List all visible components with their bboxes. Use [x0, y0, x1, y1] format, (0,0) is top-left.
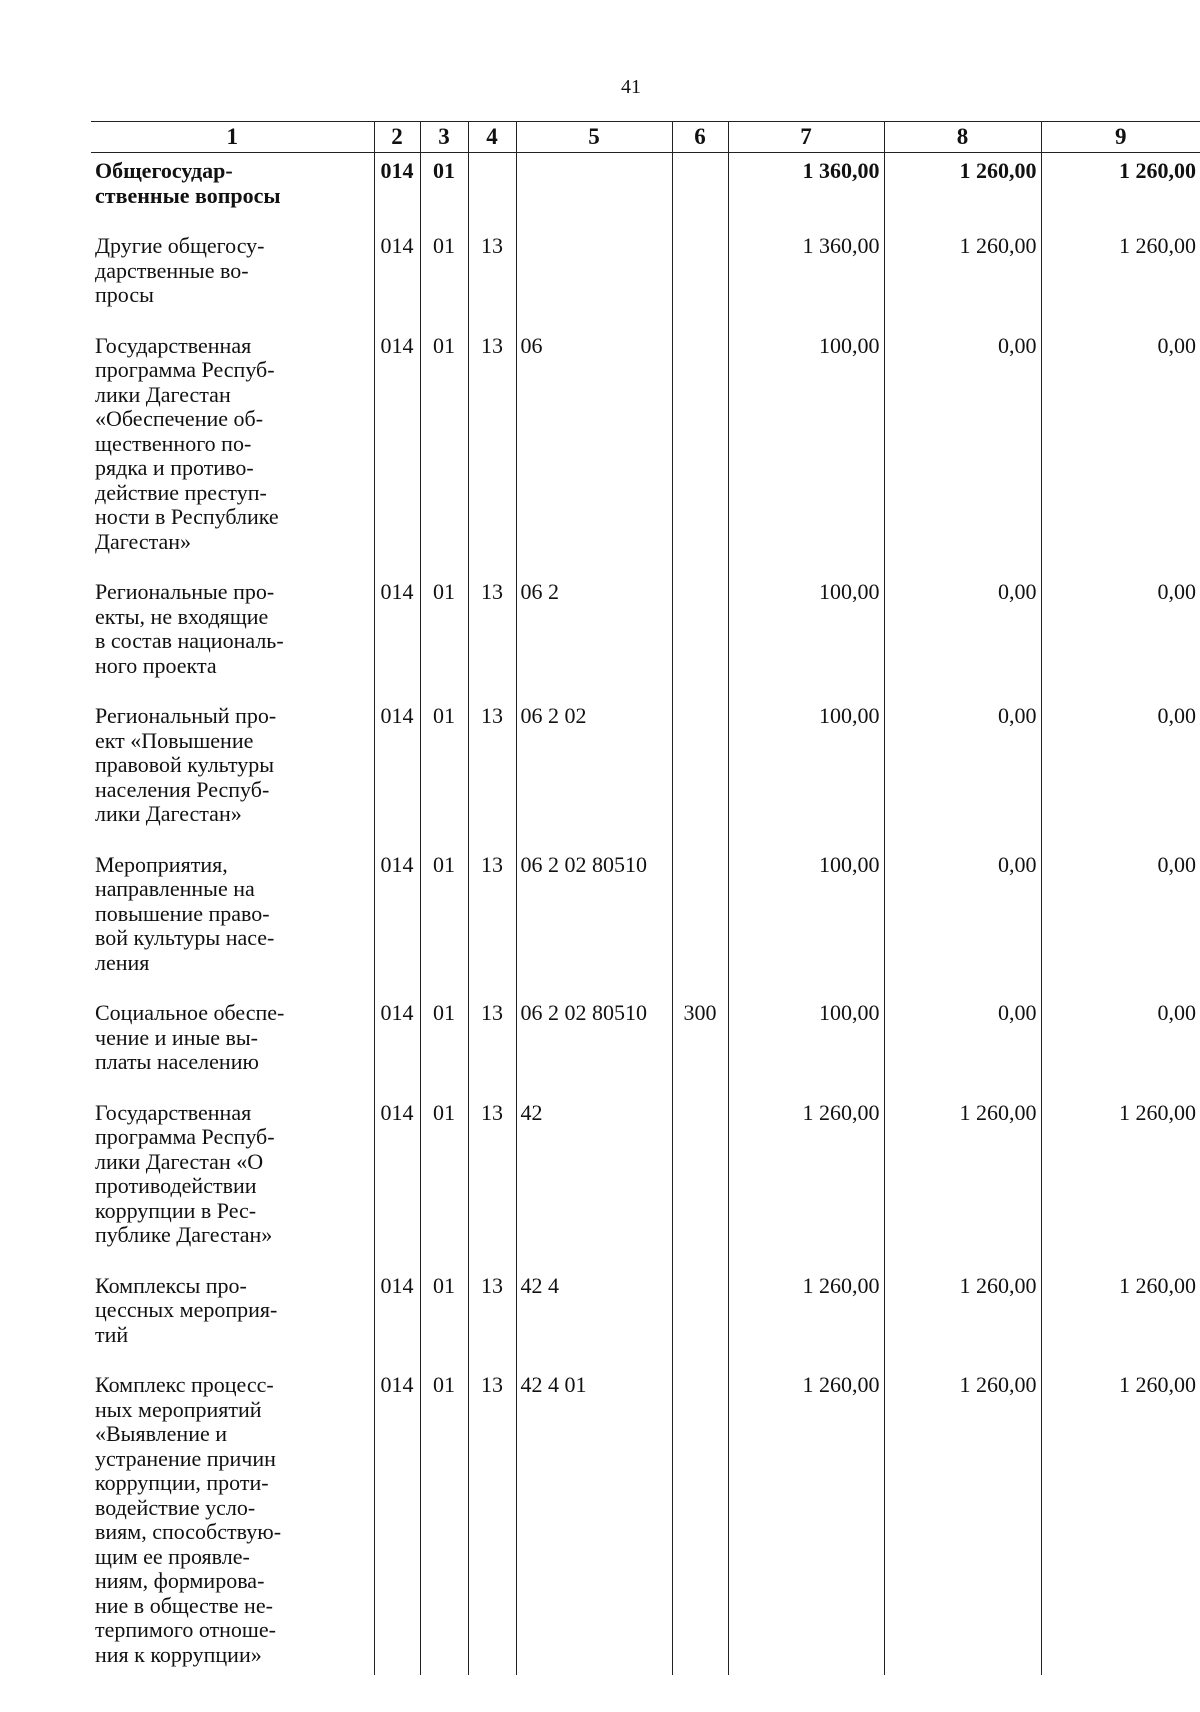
amount-col-8: 0,00 — [884, 698, 1041, 847]
row-name: Государственная программа Респуб- лики Дагестан «Обеспечение об- щественного по- рядка и противо- действие преступ- ности в Республике Дагестан» — [95, 332, 279, 554]
amount-col-8: 1 260,00 — [884, 228, 1041, 328]
amount-col-8: 1 260,00 — [884, 1367, 1041, 1675]
code-section: 01 — [420, 1268, 468, 1368]
amount-col-9: 1 260,00 — [1041, 1367, 1200, 1675]
row-name: Мероприятия, направленные на повышение право- вой культуры насе- ления — [95, 851, 275, 975]
table-row — [91, 1095, 1200, 1268]
amount-col-7: 100,00 — [728, 698, 884, 847]
amount-col-7: 100,00 — [728, 328, 884, 575]
amount-col-9: 0,00 — [1041, 574, 1200, 698]
column-header: 6 — [672, 122, 728, 153]
code-section: 01 — [420, 574, 468, 698]
code-target-article: 42 — [516, 1095, 672, 1268]
code-target-article: 06 2 02 — [516, 698, 672, 847]
amount-col-9: 1 260,00 — [1041, 1268, 1200, 1368]
code-target-article: 06 2 02 80510 — [516, 847, 672, 996]
table-body — [91, 153, 1200, 1676]
code-expense-type — [672, 153, 728, 229]
code-ministry: 014 — [374, 1268, 420, 1368]
row-name: Комплекс процесс- ных мероприятий «Выявление и устранение причин коррупции, проти- водействие усло- виям, способствую- щим ее проявле- ниям, формирова- ние в обществе не- терпимого отноше- ния к коррупции» — [95, 1372, 282, 1667]
code-subsection: 13 — [468, 574, 516, 698]
code-ministry: 014 — [374, 995, 420, 1095]
column-header: 3 — [420, 122, 468, 153]
code-ministry: 014 — [374, 847, 420, 996]
table-row — [91, 574, 1200, 698]
code-expense-type — [672, 574, 728, 698]
code-ministry: 014 — [374, 228, 420, 328]
code-subsection: 13 — [468, 698, 516, 847]
table-row — [91, 328, 1200, 575]
row-name: Социальное обеспе- чение и иные вы- платы населению — [95, 1000, 285, 1074]
code-section: 01 — [420, 995, 468, 1095]
code-expense-type — [672, 1367, 728, 1675]
table-row — [91, 1268, 1200, 1368]
column-header: 4 — [468, 122, 516, 153]
code-target-article: 42 4 — [516, 1268, 672, 1368]
row-name: Региональный про- ект «Повышение правовой культуры населения Респуб- лики Дагестан» — [95, 703, 277, 826]
code-target-article: 42 4 01 — [516, 1367, 672, 1675]
table-row — [91, 153, 1200, 229]
amount-col-9: 1 260,00 — [1041, 153, 1200, 229]
amount-col-7: 1 260,00 — [728, 1268, 884, 1368]
code-section: 01 — [420, 698, 468, 847]
amount-col-9: 0,00 — [1041, 328, 1200, 575]
code-subsection: 13 — [468, 995, 516, 1095]
amount-col-7: 1 260,00 — [728, 1367, 884, 1675]
code-expense-type — [672, 1268, 728, 1368]
code-target-article — [516, 228, 672, 328]
amount-col-9: 1 260,00 — [1041, 1095, 1200, 1268]
amount-col-7: 1 360,00 — [728, 228, 884, 328]
code-subsection — [468, 153, 516, 229]
column-header: 5 — [516, 122, 672, 153]
table-header — [91, 122, 1200, 153]
code-expense-type — [672, 847, 728, 996]
code-target-article: 06 2 — [516, 574, 672, 698]
column-header: 7 — [728, 122, 884, 153]
code-ministry: 014 — [374, 1095, 420, 1268]
row-name: Другие общегосу- дарственные во- просы — [95, 233, 265, 307]
code-expense-type — [672, 228, 728, 328]
table-row — [91, 995, 1200, 1095]
code-section: 01 — [420, 847, 468, 996]
code-section: 01 — [420, 153, 468, 229]
code-ministry: 014 — [374, 328, 420, 575]
code-expense-type — [672, 1095, 728, 1268]
code-target-article: 06 2 02 80510 — [516, 995, 672, 1095]
amount-col-8: 1 260,00 — [884, 153, 1041, 229]
table-row — [91, 1367, 1200, 1675]
amount-col-8: 0,00 — [884, 328, 1041, 575]
amount-col-9: 0,00 — [1041, 698, 1200, 847]
code-target-article: 06 — [516, 328, 672, 575]
code-subsection: 13 — [468, 328, 516, 575]
code-section: 01 — [420, 228, 468, 328]
code-ministry: 014 — [374, 574, 420, 698]
code-subsection: 13 — [468, 228, 516, 328]
column-header: 1 — [91, 122, 374, 153]
amount-col-9: 0,00 — [1041, 847, 1200, 996]
amount-col-7: 100,00 — [728, 574, 884, 698]
code-section: 01 — [420, 1367, 468, 1675]
table-row — [91, 698, 1200, 847]
amount-col-8: 1 260,00 — [884, 1268, 1041, 1368]
code-subsection: 13 — [468, 1268, 516, 1368]
code-ministry: 014 — [374, 698, 420, 847]
row-name: Государственная программа Респуб- лики Дагестан «О противодействии коррупции в Рес- публике Дагестан» — [95, 1099, 275, 1247]
table-row — [91, 847, 1200, 996]
code-section: 01 — [420, 1095, 468, 1268]
column-header: 9 — [1041, 122, 1200, 153]
amount-col-9: 0,00 — [1041, 995, 1200, 1095]
code-expense-type — [672, 328, 728, 575]
header-row — [91, 122, 1200, 153]
page-number: 41 — [621, 76, 641, 98]
table-row — [91, 228, 1200, 328]
code-ministry: 014 — [374, 153, 420, 229]
code-subsection: 13 — [468, 1367, 516, 1675]
code-ministry: 014 — [374, 1367, 420, 1675]
amount-col-8: 0,00 — [884, 574, 1041, 698]
amount-col-8: 0,00 — [884, 847, 1041, 996]
code-section: 01 — [420, 328, 468, 575]
column-header: 8 — [884, 122, 1041, 153]
budget-table — [91, 121, 1200, 1675]
amount-col-7: 1 360,00 — [728, 153, 884, 229]
amount-col-8: 1 260,00 — [884, 1095, 1041, 1268]
amount-col-7: 100,00 — [728, 995, 884, 1095]
amount-col-8: 0,00 — [884, 995, 1041, 1095]
amount-col-9: 1 260,00 — [1041, 228, 1200, 328]
code-expense-type: 300 — [672, 995, 728, 1095]
code-target-article — [516, 153, 672, 229]
amount-col-7: 100,00 — [728, 847, 884, 996]
row-name: Общегосудар- ственные вопросы — [95, 158, 281, 208]
code-subsection: 13 — [468, 847, 516, 996]
row-name: Комплексы про- цессных мероприя- тий — [95, 1272, 278, 1347]
amount-col-7: 1 260,00 — [728, 1095, 884, 1268]
row-name: Региональные про- екты, не входящие в состав националь- ного проекта — [95, 579, 284, 678]
code-expense-type — [672, 698, 728, 847]
code-subsection: 13 — [468, 1095, 516, 1268]
column-header: 2 — [374, 122, 420, 153]
